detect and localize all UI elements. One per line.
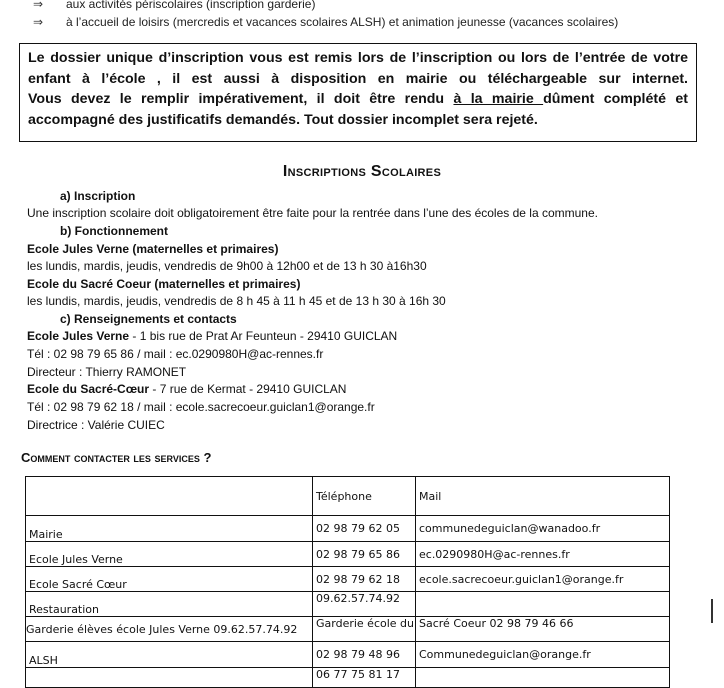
- table-row: [26, 542, 670, 567]
- arrow-right-icon: ⇒: [33, 0, 44, 11]
- table-cell: communedeguiclan@wanadoo.fr: [416, 516, 670, 542]
- arrow-right-icon: ⇒: [33, 15, 44, 29]
- school2-director: Directrice : Valérie CUIEC: [27, 418, 165, 432]
- table-header-cell: Téléphone: [313, 477, 416, 516]
- notice-box: [19, 43, 697, 142]
- school2-phone-mail: Tél : 02 98 79 62 18 / mail : ecole.sacrecoeur.guiclan1@orange.fr: [27, 400, 375, 414]
- table-cell: 09.62.57.74.92: [313, 592, 416, 617]
- table-cell: Ecole Sacré Cœur: [26, 567, 313, 592]
- table-row: [26, 516, 670, 542]
- table-cell: 02 98 79 48 96: [313, 642, 416, 668]
- services-table: [25, 476, 670, 688]
- table-cell: 02 98 79 65 86: [313, 542, 416, 567]
- table-row: [26, 592, 670, 617]
- section-title: Inscriptions Scolaires: [282, 163, 442, 180]
- table-row: [26, 642, 670, 668]
- table-cell: 06 77 75 81 17: [313, 668, 416, 688]
- mairie-underlined: à la mairie: [453, 91, 544, 107]
- table-row: [26, 668, 670, 688]
- school2-hours: les lundis, mardis, jeudis, vendredis de 8 h 45 à 11 h 45 et de 13 h 30 à 16h 30: [27, 294, 446, 308]
- school2-name: Ecole du Sacré Coeur (maternelles et primaires): [27, 277, 301, 291]
- notice-line-4: accompagné des justificatifs demandés. Tout dossier incomplet sera rejeté.: [28, 111, 538, 128]
- inscription-text: Une inscription scolaire doit obligatoirement être faite pour la rentrée dans l’une des écoles de la commune.: [27, 206, 598, 220]
- table-cell: Communedeguiclan@orange.fr: [416, 642, 670, 668]
- services-title: Comment contacter les services ?: [21, 450, 212, 465]
- fonctionnement-heading: b) Fonctionnement: [60, 224, 168, 238]
- school2-address-line: Ecole du Sacré-Cœur - 7 rue de Kermat - 29410 GUICLAN: [27, 382, 347, 396]
- notice-line-2: enfant à l’école , il est aussi à disposition en mairie ou téléchargeable sur internet.: [28, 70, 688, 87]
- bullet-alsh: à l’accueil de loisirs (mercredis et vacances scolaires ALSH) et animation jeunesse (vacances scolaires): [66, 15, 619, 29]
- table-row: [26, 617, 670, 642]
- table-cell: Garderie école du: [313, 617, 416, 642]
- contacts-heading: c) Renseignements et contacts: [60, 312, 237, 326]
- notice-line-1: Le dossier unique d’inscription vous est remis lors de l’inscription ou lors de l’entrée de votre: [28, 50, 688, 66]
- table-cell: [416, 592, 670, 617]
- table-cell: Sacré Coeur 02 98 79 46 66: [416, 617, 670, 642]
- table-cell: 02 98 79 62 05: [313, 516, 416, 542]
- table-cell: ALSH: [26, 642, 313, 668]
- table-cell: Garderie élèves école Jules Verne 09.62.57.74.92: [26, 617, 313, 642]
- table-cell: [26, 668, 313, 688]
- table-header-cell: [26, 477, 313, 516]
- school1-name: Ecole Jules Verne (maternelles et primaires): [27, 242, 279, 256]
- table-cell: [416, 668, 670, 688]
- table-row: [26, 567, 670, 592]
- table-cell: Restauration: [26, 592, 313, 617]
- table-cell: ecole.sacrecoeur.guiclan1@orange.fr: [416, 567, 670, 592]
- school1-phone-mail: Tél : 02 98 79 65 86 / mail : ec.0290980H@ac-rennes.fr: [27, 347, 324, 361]
- school1-address-line: Ecole Jules Verne - 1 bis rue de Prat Ar Feunteun - 29410 GUICLAN: [27, 329, 398, 343]
- school1-director: Directeur : Thierry RAMONET: [27, 365, 187, 379]
- school1-hours: les lundis, mardis, jeudis, vendredis de 9h00 à 12h00 et de 13 h 30 à16h30: [27, 259, 427, 273]
- table-cell: ec.0290980H@ac-rennes.fr: [416, 542, 670, 567]
- table-cell: 02 98 79 62 18: [313, 567, 416, 592]
- table-cell: Mairie: [26, 516, 313, 542]
- table-header-row: [26, 477, 670, 516]
- notice-line-3: Vous devez le remplir impérativement, il doit être rendu à la mairie dûment complété et: [28, 91, 688, 107]
- bullet-periscolaire: aux activités périscolaires (inscription garderie): [66, 0, 316, 11]
- table-header-cell: Mail: [416, 477, 670, 516]
- scrollbar-mark: [711, 599, 713, 623]
- table-cell: Ecole Jules Verne: [26, 542, 313, 567]
- inscription-heading: a) Inscription: [60, 189, 136, 203]
